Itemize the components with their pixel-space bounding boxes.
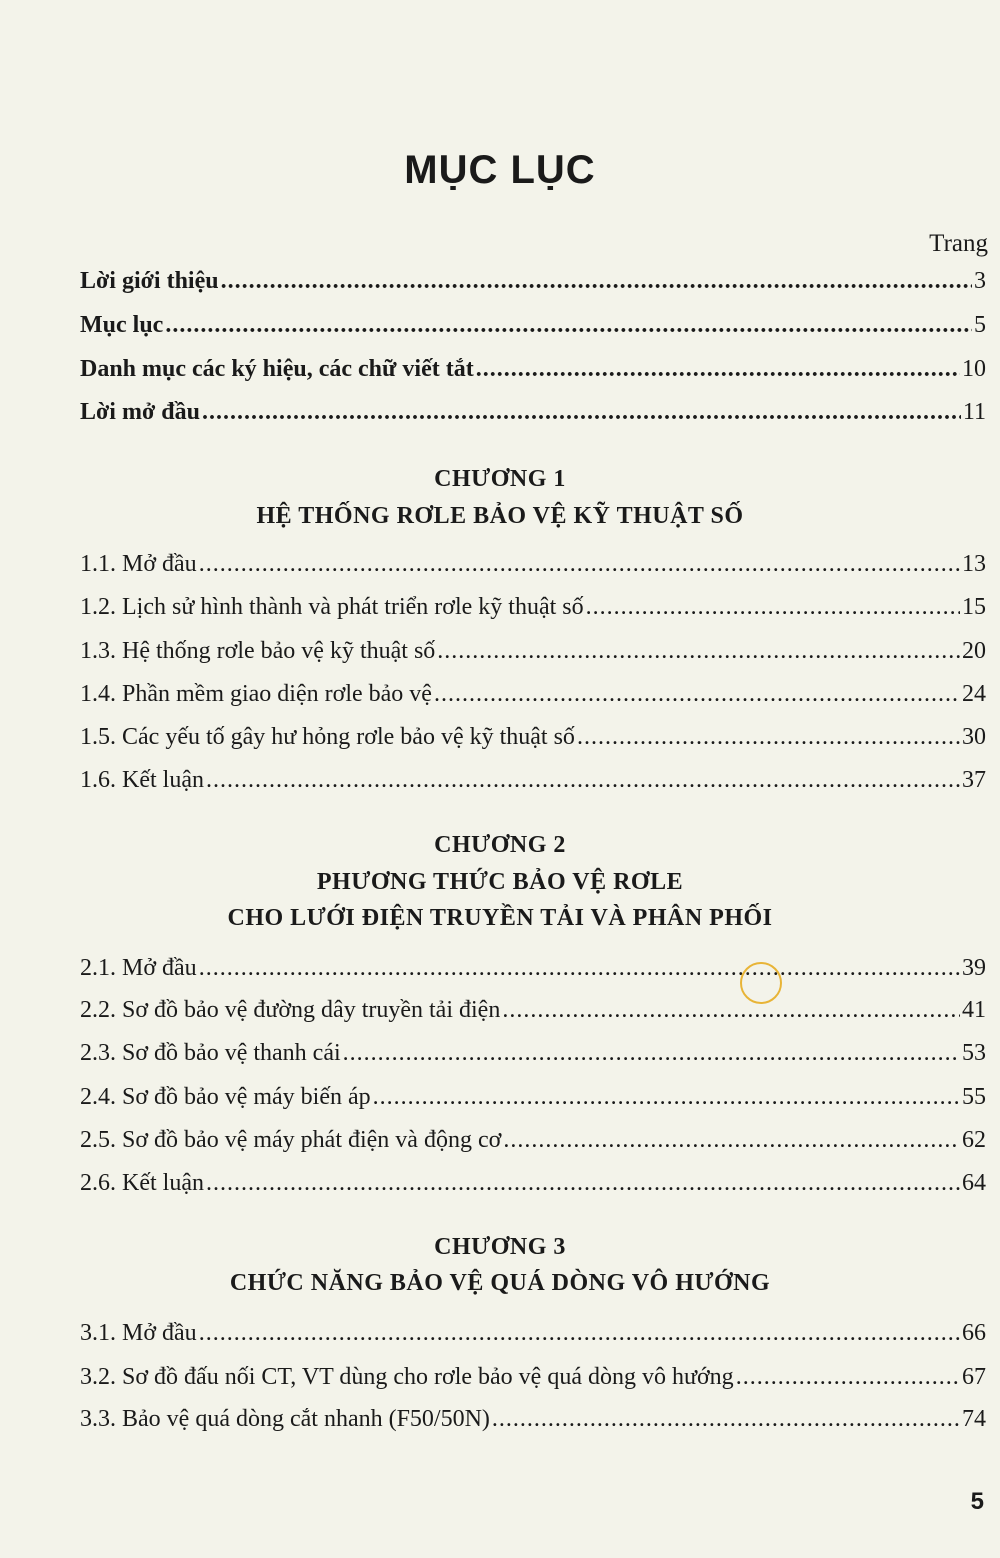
toc-entry-3-2[interactable] bbox=[80, 1364, 986, 1400]
toc-entry-page: 11 bbox=[962, 399, 986, 425]
leader-dots bbox=[492, 1406, 960, 1433]
toc-entry-title: 3.1. Mở đầu bbox=[80, 1320, 197, 1346]
chapter-1-label: CHƯƠNG 1 bbox=[434, 466, 566, 492]
chapter-3-title: CHỨC NĂNG BẢO VỆ QUÁ DÒNG VÔ HƯỚNG bbox=[229, 1270, 771, 1296]
leader-dots bbox=[206, 767, 960, 794]
leader-dots bbox=[343, 1040, 960, 1067]
toc-entry-title: 3.3. Bảo vệ quá dòng cắt nhanh (F50/50N) bbox=[80, 1406, 490, 1432]
toc-entry-2-1[interactable] bbox=[80, 955, 986, 991]
toc-entry-title: Lời mở đầu bbox=[80, 399, 200, 425]
leader-dots bbox=[437, 638, 960, 665]
toc-entry-title: 1.3. Hệ thống rơle bảo vệ kỹ thuật số bbox=[80, 638, 436, 664]
toc-entry-title: 2.1. Mở đầu bbox=[80, 955, 197, 981]
leader-dots bbox=[503, 1127, 960, 1154]
toc-entry-title: 1.1. Mở đầu bbox=[80, 551, 197, 577]
leader-dots bbox=[434, 681, 960, 708]
toc-entry-page: 67 bbox=[962, 1364, 986, 1390]
toc-entry-loi-gioi-thieu[interactable] bbox=[80, 268, 986, 304]
toc-entry-page: 66 bbox=[962, 1320, 986, 1346]
chapter-3-label: CHƯƠNG 3 bbox=[434, 1234, 566, 1260]
toc-entry-page: 13 bbox=[962, 551, 986, 577]
toc-entry-3-3[interactable] bbox=[80, 1406, 986, 1442]
toc-entry-page: 20 bbox=[962, 638, 986, 664]
toc-entry-page: 3 bbox=[974, 268, 986, 294]
chapter-1-title: HỆ THỐNG RƠLE BẢO VỆ KỸ THUẬT SỐ bbox=[256, 503, 744, 529]
page-column-label: Trang bbox=[929, 230, 988, 257]
toc-entry-title: Danh mục các ký hiệu, các chữ viết tắt bbox=[80, 356, 474, 382]
toc-entry-1-2[interactable] bbox=[80, 594, 986, 630]
leader-dots bbox=[202, 399, 961, 426]
toc-entry-page: 41 bbox=[962, 997, 986, 1023]
toc-entry-page: 37 bbox=[962, 767, 986, 793]
toc-entry-title: 1.4. Phần mềm giao diện rơle bảo vệ bbox=[80, 681, 432, 707]
toc-entry-page: 62 bbox=[962, 1127, 986, 1153]
toc-entry-page: 39 bbox=[962, 955, 986, 981]
toc-entry-page: 24 bbox=[962, 681, 986, 707]
leader-dots bbox=[373, 1084, 960, 1111]
leader-dots bbox=[736, 1364, 960, 1391]
toc-entry-page: 5 bbox=[974, 312, 986, 338]
toc-entry-title: 1.6. Kết luận bbox=[80, 767, 204, 793]
toc-entry-title: Mục lục bbox=[80, 312, 164, 338]
toc-entry-page: 55 bbox=[962, 1084, 986, 1110]
toc-entry-page: 53 bbox=[962, 1040, 986, 1066]
leader-dots bbox=[502, 997, 960, 1024]
toc-entry-2-2[interactable] bbox=[80, 997, 986, 1033]
page-title: MỤC LỤC bbox=[404, 148, 596, 192]
leader-dots bbox=[586, 594, 960, 621]
chapter-2-title-line-1: PHƯƠNG THỨC BẢO VỆ RƠLE bbox=[316, 869, 684, 895]
toc-entry-page: 15 bbox=[962, 594, 986, 620]
leader-dots bbox=[199, 955, 960, 982]
toc-entry-title: Lời giới thiệu bbox=[80, 268, 219, 294]
toc-entry-1-1[interactable] bbox=[80, 551, 986, 587]
leader-dots bbox=[476, 356, 960, 383]
circle-mark-icon bbox=[740, 962, 782, 1004]
toc-entry-page: 64 bbox=[962, 1170, 986, 1196]
toc-entry-loi-mo-dau[interactable] bbox=[80, 399, 986, 435]
leader-dots bbox=[199, 1320, 960, 1347]
chapter-2-title-line-2: CHO LƯỚI ĐIỆN TRUYỀN TẢI VÀ PHÂN PHỐI bbox=[227, 905, 773, 931]
toc-entry-title: 1.2. Lịch sử hình thành và phát triển rơle kỹ thuật số bbox=[80, 594, 584, 620]
toc-entry-2-6[interactable] bbox=[80, 1170, 986, 1206]
leader-dots bbox=[199, 551, 960, 578]
leader-dots bbox=[165, 312, 972, 339]
toc-entry-2-5[interactable] bbox=[80, 1127, 986, 1163]
toc-entry-1-3[interactable] bbox=[80, 638, 986, 674]
leader-dots bbox=[221, 268, 972, 295]
leader-dots bbox=[206, 1170, 960, 1197]
toc-entry-page: 30 bbox=[962, 724, 986, 750]
toc-entry-1-4[interactable] bbox=[80, 681, 986, 717]
toc-entry-title: 2.4. Sơ đồ bảo vệ máy biến áp bbox=[80, 1084, 371, 1110]
toc-entry-1-6[interactable] bbox=[80, 767, 986, 803]
toc-entry-3-1[interactable] bbox=[80, 1320, 986, 1356]
toc-entry-page: 74 bbox=[962, 1406, 986, 1432]
page-number: 5 bbox=[970, 1488, 984, 1515]
toc-entry-2-4[interactable] bbox=[80, 1084, 986, 1120]
toc-entry-danh-muc[interactable] bbox=[80, 356, 986, 392]
toc-entry-muc-luc[interactable] bbox=[80, 312, 986, 348]
toc-entry-page: 10 bbox=[962, 356, 986, 382]
toc-entry-2-3[interactable] bbox=[80, 1040, 986, 1076]
toc-entry-1-5[interactable] bbox=[80, 724, 986, 760]
toc-entry-title: 2.3. Sơ đồ bảo vệ thanh cái bbox=[80, 1040, 341, 1066]
toc-entry-title: 3.2. Sơ đồ đấu nối CT, VT dùng cho rơle bảo vệ quá dòng vô hướng bbox=[80, 1364, 734, 1390]
chapter-2-label: CHƯƠNG 2 bbox=[434, 832, 566, 858]
toc-entry-title: 2.5. Sơ đồ bảo vệ máy phát điện và động cơ bbox=[80, 1127, 502, 1153]
toc-entry-title: 2.6. Kết luận bbox=[80, 1170, 204, 1196]
toc-entry-title: 1.5. Các yếu tố gây hư hỏng rơle bảo vệ kỹ thuật số bbox=[80, 724, 575, 750]
leader-dots bbox=[577, 724, 960, 751]
toc-entry-title: 2.2. Sơ đồ bảo vệ đường dây truyền tải điện bbox=[80, 997, 501, 1023]
